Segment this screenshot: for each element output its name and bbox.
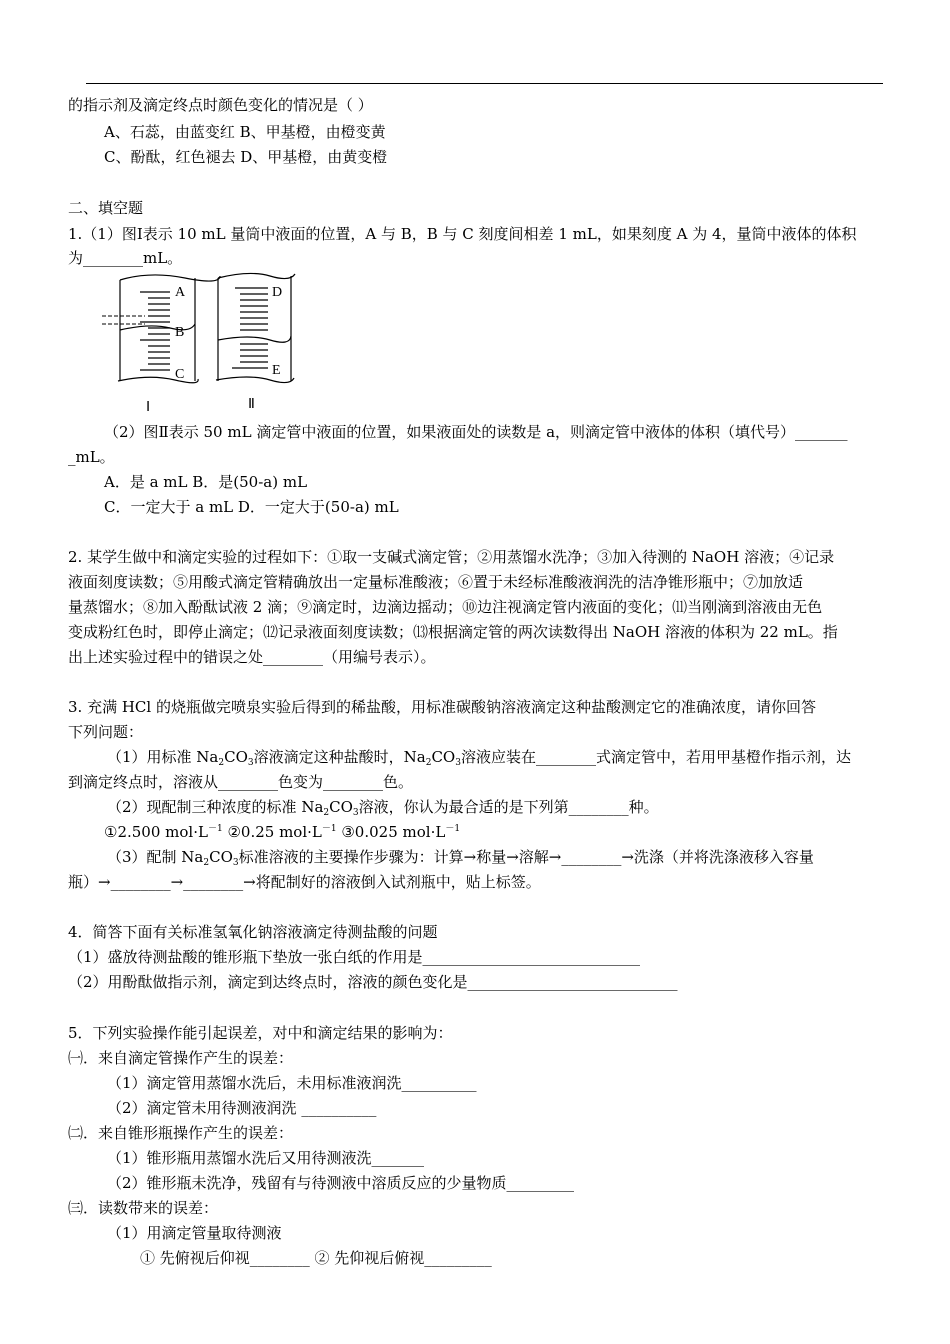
q4-part1: （1）盛放待测盐酸的锥形瓶下垫放一张白纸的作用是_____________________________ bbox=[68, 948, 641, 966]
q2-line4: 变成粉红色时，即停止滴定；⑿记录液面刻度读数；⒀根据滴定管的两次读数得出 NaOH 溶液的体积为 22 mL。指 bbox=[68, 623, 838, 641]
q4-title: 4．简答下面有关标准氢氧化钠溶液滴定待测盐酸的问题 bbox=[68, 923, 438, 941]
q1-options-row-2: C．一定大于 a mL D．一定大于(50-a) mL bbox=[104, 498, 399, 516]
q5-section-3-item-1: （1）用滴定管量取待测液 bbox=[107, 1224, 282, 1242]
label-c: C bbox=[175, 367, 185, 382]
q5-title: 5．下列实验操作能引起误差，对中和滴定结果的影响为： bbox=[68, 1024, 453, 1042]
q3-line1: 3. 充满 HCl 的烧瓶做完喷泉实验后得到的稀盐酸，用标准碳酸钠溶液滴定这种盐酸测定它的准确浓度，请你回答 bbox=[68, 698, 816, 716]
header-rule bbox=[86, 83, 883, 84]
q1-part1-line2: 为________mL。 bbox=[68, 249, 183, 267]
q5-section-1: ㈠．来自滴定管操作产生的误差： bbox=[68, 1049, 294, 1067]
q2-line1: 2. 某学生做中和滴定实验的过程如下：①取一支碱式滴定管；②用蒸馏水洗净；③加入待测的 NaOH 溶液；④记录 bbox=[68, 548, 835, 566]
q5-section-3: ㈢．读数带来的误差： bbox=[68, 1199, 219, 1217]
q3-part3-line2: 瓶）→________→________→将配制好的溶液倒入试剂瓶中，贴上标签。 bbox=[68, 873, 541, 891]
q5-section-1-item-1: （1）滴定管用蒸馏水洗后，未用标准液润洗__________ bbox=[107, 1074, 477, 1092]
q3-part1-line1: （1）用标准 $Na_2CO_3$溶液滴定这种盐酸时，$Na_2CO_3$溶液应装在________式滴定管中，若用甲基橙作指示剂，达 bbox=[107, 748, 851, 768]
q3-part3-line1: （3）配制 $Na_2CO_3$标准溶液的主要操作步骤为：计算→称量→溶解→________→洗涤（并将洗涤液移入容量 bbox=[107, 848, 814, 868]
q5-section-2-item-1: （1）锥形瓶用蒸馏水洗后又用待测液洗_______ bbox=[107, 1149, 425, 1167]
label-b: B bbox=[175, 325, 185, 340]
q2-line5: 出上述实验过程中的错误之处________（用编号表示）。 bbox=[68, 648, 436, 666]
q3-part2: （2）现配制三种浓度的标准 $Na_2CO_3$溶液，你认为最合适的是下列第________种。 bbox=[107, 798, 659, 818]
q3-line2: 下列问题： bbox=[68, 723, 144, 741]
prev-options-row-2: C、酚酞，红色褪去 D、甲基橙，由黄变橙 bbox=[104, 148, 388, 166]
q5-section-2-item-2: （2）锥形瓶未洗净，残留有与待测液中溶质反应的少量物质_________ bbox=[107, 1174, 575, 1192]
q1-part1-line1: 1.（1）图Ⅰ表示 10 mL 量筒中液面的位置，A 与 B，B 与 C 刻度间相差 1 mL，如果刻度 A 为 4，量筒中液体的体积 bbox=[68, 225, 857, 243]
prev-question-stem: 的指示剂及滴定终点时颜色变化的情况是（ ） bbox=[68, 96, 373, 114]
cylinder-burette-figure bbox=[100, 268, 310, 418]
q1-part2-line1: （2）图Ⅱ表示 50 mL 滴定管中液面的位置，如果液面处的读数是 a，则滴定管中液体的体积（填代号）_______ bbox=[104, 423, 848, 441]
q2-line3: 量蒸馏水；⑧加入酚酞试液 2 滴；⑨滴定时，边滴边摇动；⑩边注视滴定管内液面的变化；⑾当刚滴到溶液由无色 bbox=[68, 598, 823, 616]
q3-concentrations: ①2.500 $mol\cdot L^{-1}$ ②0.25 $mol\cdot L^{-1}$ ③0.025 $mol\cdot L^{-1}$ bbox=[104, 823, 461, 841]
q1-options-row-1: A．是 a mL B．是(50-a) mL bbox=[104, 473, 308, 491]
label-d: D bbox=[272, 285, 283, 300]
caption-fig1: Ⅰ bbox=[146, 400, 151, 415]
section-title: 二、填空题 bbox=[68, 199, 144, 217]
label-a: A bbox=[175, 285, 186, 300]
prev-options-row-1: A、石蕊，由蓝变红 B、甲基橙，由橙变黄 bbox=[104, 123, 386, 141]
label-e: E bbox=[272, 363, 281, 378]
q5-section-1-item-2: （2）滴定管未用待测液润洗 __________ bbox=[107, 1099, 377, 1117]
q1-part2-line2: _mL。 bbox=[68, 448, 115, 466]
q5-section-3-subitems: ① 先俯视后仰视________ ② 先仰视后俯视_________ bbox=[140, 1249, 492, 1267]
q2-line2: 液面刻度读数；⑤用酸式滴定管精确放出一定量标准酸液；⑥置于未经标准酸液润洗的洁净锥形瓶中；⑦加放适 bbox=[68, 573, 804, 591]
q3-part1-line2: 到滴定终点时，溶液从________色变为________色。 bbox=[68, 773, 414, 791]
q5-section-2: ㈡．来自锥形瓶操作产生的误差： bbox=[68, 1124, 294, 1142]
q4-part2: （2）用酚酞做指示剂，滴定到达终点时，溶液的颜色变化是____________________________ bbox=[68, 973, 678, 991]
caption-fig2: Ⅱ bbox=[248, 397, 255, 412]
